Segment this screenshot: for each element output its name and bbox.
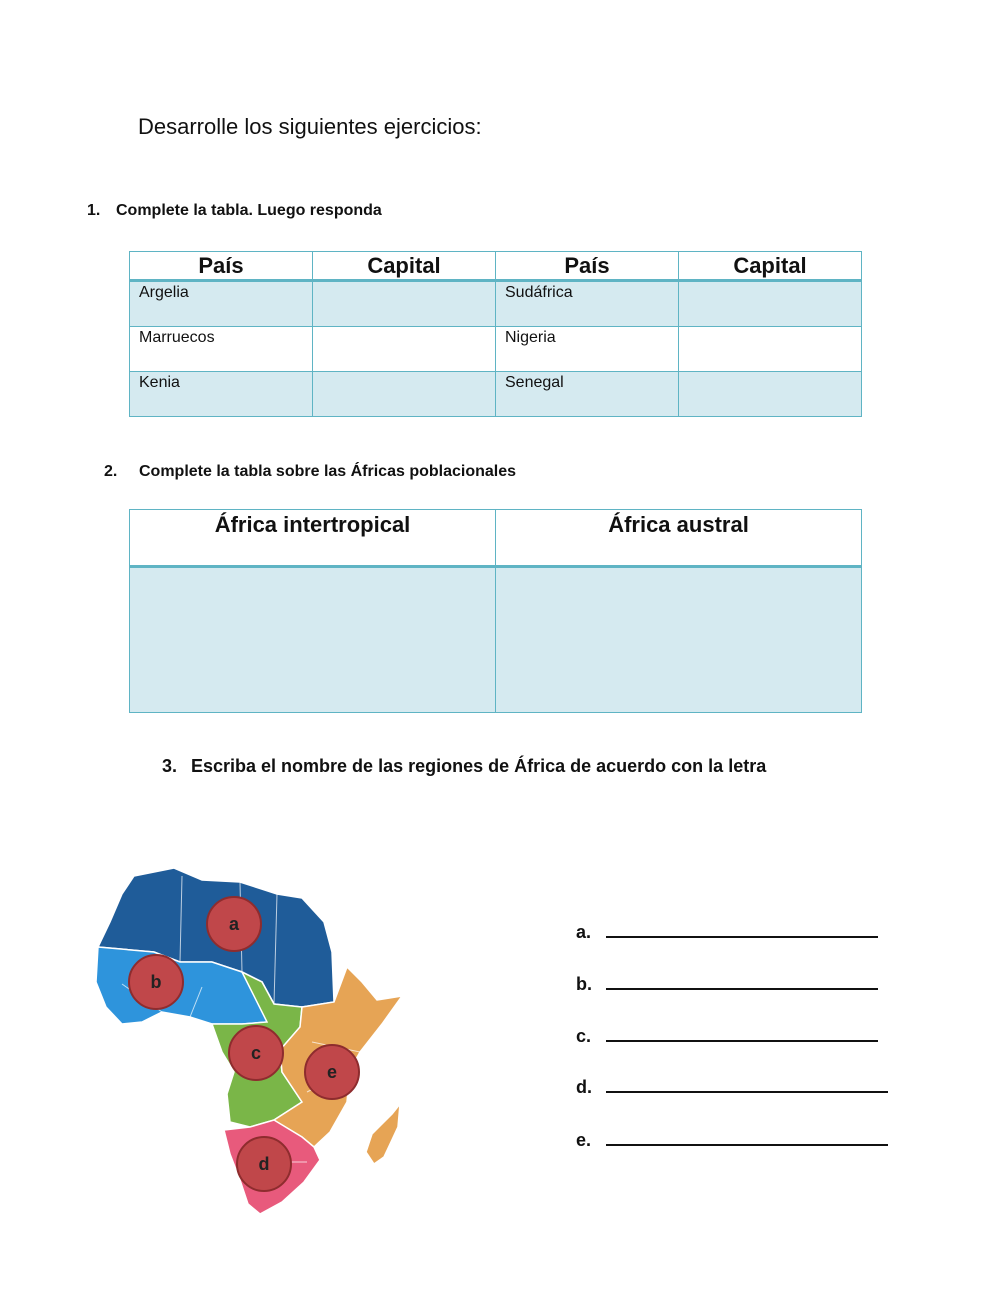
capital-input-cell[interactable]: [313, 372, 496, 417]
country-cell: Nigeria: [496, 327, 679, 372]
question-1-number: 1.: [87, 202, 101, 219]
country-cell: Senegal: [496, 372, 679, 417]
answer-a-line[interactable]: [606, 920, 878, 938]
answer-e: [576, 1128, 888, 1151]
question-3: [162, 756, 766, 777]
worksheet-intro: Desarrolle los siguientes ejercicios:: [138, 114, 482, 139]
marker-c: [229, 1026, 283, 1080]
marker-e: [305, 1045, 359, 1099]
answer-d-line[interactable]: [606, 1075, 888, 1093]
africa-austral-answer-cell[interactable]: [496, 567, 862, 713]
table-row: [130, 327, 862, 372]
marker-letter: e: [326, 1062, 338, 1082]
question-3-number: 3.: [162, 756, 178, 776]
question-2: [104, 463, 516, 481]
africa-intertropical-answer-cell[interactable]: [130, 567, 496, 713]
answer-c-line[interactable]: [606, 1024, 878, 1042]
answer-b: [576, 972, 878, 995]
country-capital-table: [129, 251, 862, 417]
header-africa-austral: África austral: [496, 510, 862, 567]
header-capital: Capital: [313, 252, 496, 281]
marker-a: [207, 897, 261, 951]
capital-input-cell[interactable]: [313, 281, 496, 327]
country-cell: Kenia: [130, 372, 313, 417]
country-cell: Sudáfrica: [496, 281, 679, 327]
header-pais: País: [130, 252, 313, 281]
africa-regions-map: [62, 812, 502, 1232]
answer-b-line[interactable]: [606, 972, 878, 990]
capital-input-cell[interactable]: [313, 327, 496, 372]
question-1-text: Complete la tabla. Luego responda: [116, 202, 382, 219]
answer-a: [576, 920, 878, 943]
answer-e-line[interactable]: [606, 1128, 888, 1146]
country-cell: Argelia: [130, 281, 313, 327]
marker-b: [129, 955, 183, 1009]
header-africa-intertropical: África intertropical: [130, 510, 496, 567]
table-row: [130, 372, 862, 417]
africa-map-image: [62, 812, 502, 1232]
answer-a-label: a.: [576, 922, 592, 942]
answer-d: [576, 1075, 888, 1098]
region-madagascar: [366, 1104, 400, 1164]
marker-letter: c: [250, 1043, 262, 1063]
question-1: [87, 202, 382, 220]
marker-letter: b: [150, 972, 162, 992]
country-cell: Marruecos: [130, 327, 313, 372]
header-capital: Capital: [679, 252, 862, 281]
answer-c-label: c.: [576, 1026, 592, 1046]
marker-letter: d: [258, 1154, 270, 1174]
capital-input-cell[interactable]: [679, 327, 862, 372]
answer-c: [576, 1024, 878, 1047]
question-2-text: Complete la tabla sobre las Áfricas poblacionales: [139, 463, 517, 480]
answer-e-label: e.: [576, 1130, 592, 1150]
header-pais: País: [496, 252, 679, 281]
marker-d: [237, 1137, 291, 1191]
capital-input-cell[interactable]: [679, 281, 862, 327]
capital-input-cell[interactable]: [679, 372, 862, 417]
question-2-number: 2.: [104, 463, 118, 480]
table-row: [130, 281, 862, 327]
answer-b-label: b.: [576, 974, 592, 994]
answer-d-label: d.: [576, 1077, 592, 1097]
africa-population-table: [129, 509, 862, 713]
marker-letter: a: [228, 914, 240, 934]
question-3-text: Escriba el nombre de las regiones de África de acuerdo con la letra: [191, 756, 767, 776]
